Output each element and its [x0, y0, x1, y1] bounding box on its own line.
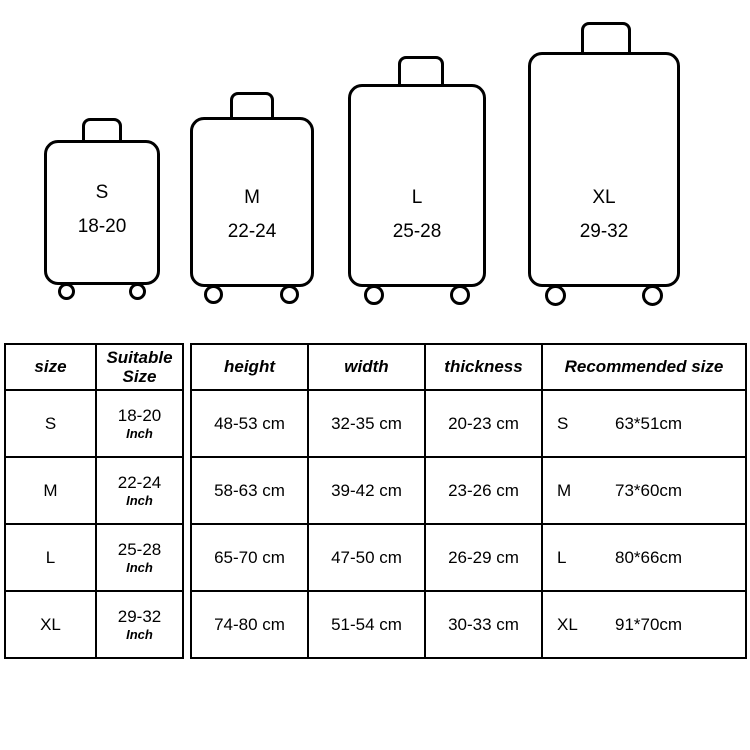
cell-suitable-unit: Inch: [126, 627, 153, 642]
cell-recommended: [542, 457, 746, 524]
case-label-inch-large: 25-28: [392, 221, 442, 242]
luggage-size-illustration: [0, 0, 750, 330]
cell-suitable: [96, 457, 183, 524]
suitcase-wheel-medium-left: [204, 285, 223, 304]
suitcase-handle-medium: [230, 92, 274, 119]
case-label-size-xlarge: XL: [592, 187, 616, 208]
case-label-size-small: S: [95, 182, 109, 203]
table-header-row: [191, 344, 746, 390]
suitcase-small: [44, 140, 160, 305]
cell-suitable-unit: Inch: [126, 493, 153, 508]
cell-suitable: [96, 390, 183, 457]
table-row: [191, 390, 746, 457]
cell-recommended: [542, 591, 746, 658]
suitcase-wheel-xlarge-left: [545, 285, 566, 306]
case-label-size-medium: M: [244, 187, 260, 208]
cell-thickness: 30-33 cm: [425, 591, 542, 658]
cell-size: L: [5, 524, 96, 591]
table-row: [191, 524, 746, 591]
dimensions-table: [190, 343, 747, 659]
cell-suitable-value: 29-32: [117, 607, 162, 626]
cell-recommended-value: 91*70cm: [615, 614, 683, 634]
cell-suitable-value: 18-20: [117, 406, 162, 425]
cell-thickness: 20-23 cm: [425, 390, 542, 457]
table-row: [5, 457, 183, 524]
suitcase-xlarge: [528, 52, 680, 308]
header-suitable-line2: Size: [122, 367, 157, 386]
suitcase-wheel-small-left: [58, 283, 75, 300]
size-suitable-table: [4, 343, 184, 659]
header-recommended-size: Recommended size: [542, 344, 746, 390]
cell-suitable: [96, 591, 183, 658]
cell-suitable-unit: Inch: [126, 560, 153, 575]
table-row: [5, 390, 183, 457]
table-row: [5, 524, 183, 591]
cell-size: XL: [5, 591, 96, 658]
table-row: [5, 591, 183, 658]
suitcase-wheel-large-right: [450, 285, 470, 305]
cell-height: 58-63 cm: [191, 457, 308, 524]
cell-width: 39-42 cm: [308, 457, 425, 524]
case-label-inch-small: 18-20: [77, 216, 127, 237]
suitcase-wheel-medium-right: [280, 285, 299, 304]
cell-thickness: 26-29 cm: [425, 524, 542, 591]
case-label-size-large: L: [411, 187, 423, 208]
suitcase-handle-large: [398, 56, 444, 86]
cell-recommended-label: S: [557, 413, 569, 433]
cell-suitable-unit: Inch: [126, 426, 153, 441]
suitcase-handle-xlarge: [581, 22, 631, 54]
cell-width: 47-50 cm: [308, 524, 425, 591]
suitcase-large: [348, 84, 486, 308]
cell-recommended-label: M: [557, 480, 572, 500]
suitcase-body-xlarge: [528, 52, 680, 287]
header-width: width: [308, 344, 425, 390]
cell-recommended-label: L: [557, 547, 567, 567]
case-label-inch-medium: 22-24: [227, 221, 277, 242]
cell-suitable-value: 22-24: [117, 473, 162, 492]
cell-width: 32-35 cm: [308, 390, 425, 457]
table-row: [191, 591, 746, 658]
cell-recommended: [542, 524, 746, 591]
header-thickness: thickness: [425, 344, 542, 390]
suitcase-handle-small: [82, 118, 122, 142]
header-height: height: [191, 344, 308, 390]
cell-height: 48-53 cm: [191, 390, 308, 457]
cell-suitable: [96, 524, 183, 591]
cell-size: M: [5, 457, 96, 524]
cell-recommended-value: 73*60cm: [615, 480, 683, 500]
suitcase-wheel-xlarge-right: [642, 285, 663, 306]
suitcase-medium: [190, 117, 314, 307]
cell-height: 65-70 cm: [191, 524, 308, 591]
suitcase-wheel-large-left: [364, 285, 384, 305]
suitcase-wheel-small-right: [129, 283, 146, 300]
case-label-inch-xlarge: 29-32: [579, 221, 629, 242]
table-header-row: [5, 344, 183, 390]
cell-recommended: [542, 390, 746, 457]
header-size: size: [5, 344, 96, 390]
cell-suitable-value: 25-28: [117, 540, 162, 559]
cell-recommended-value: 63*51cm: [615, 413, 683, 433]
cell-size: S: [5, 390, 96, 457]
table-row: [191, 457, 746, 524]
header-suitable-line1: Suitable: [106, 348, 173, 367]
cell-height: 74-80 cm: [191, 591, 308, 658]
cell-width: 51-54 cm: [308, 591, 425, 658]
header-suitable-size: [96, 344, 183, 390]
cell-recommended-value: 80*66cm: [615, 547, 683, 567]
cell-recommended-label: XL: [557, 614, 578, 634]
cell-thickness: 23-26 cm: [425, 457, 542, 524]
